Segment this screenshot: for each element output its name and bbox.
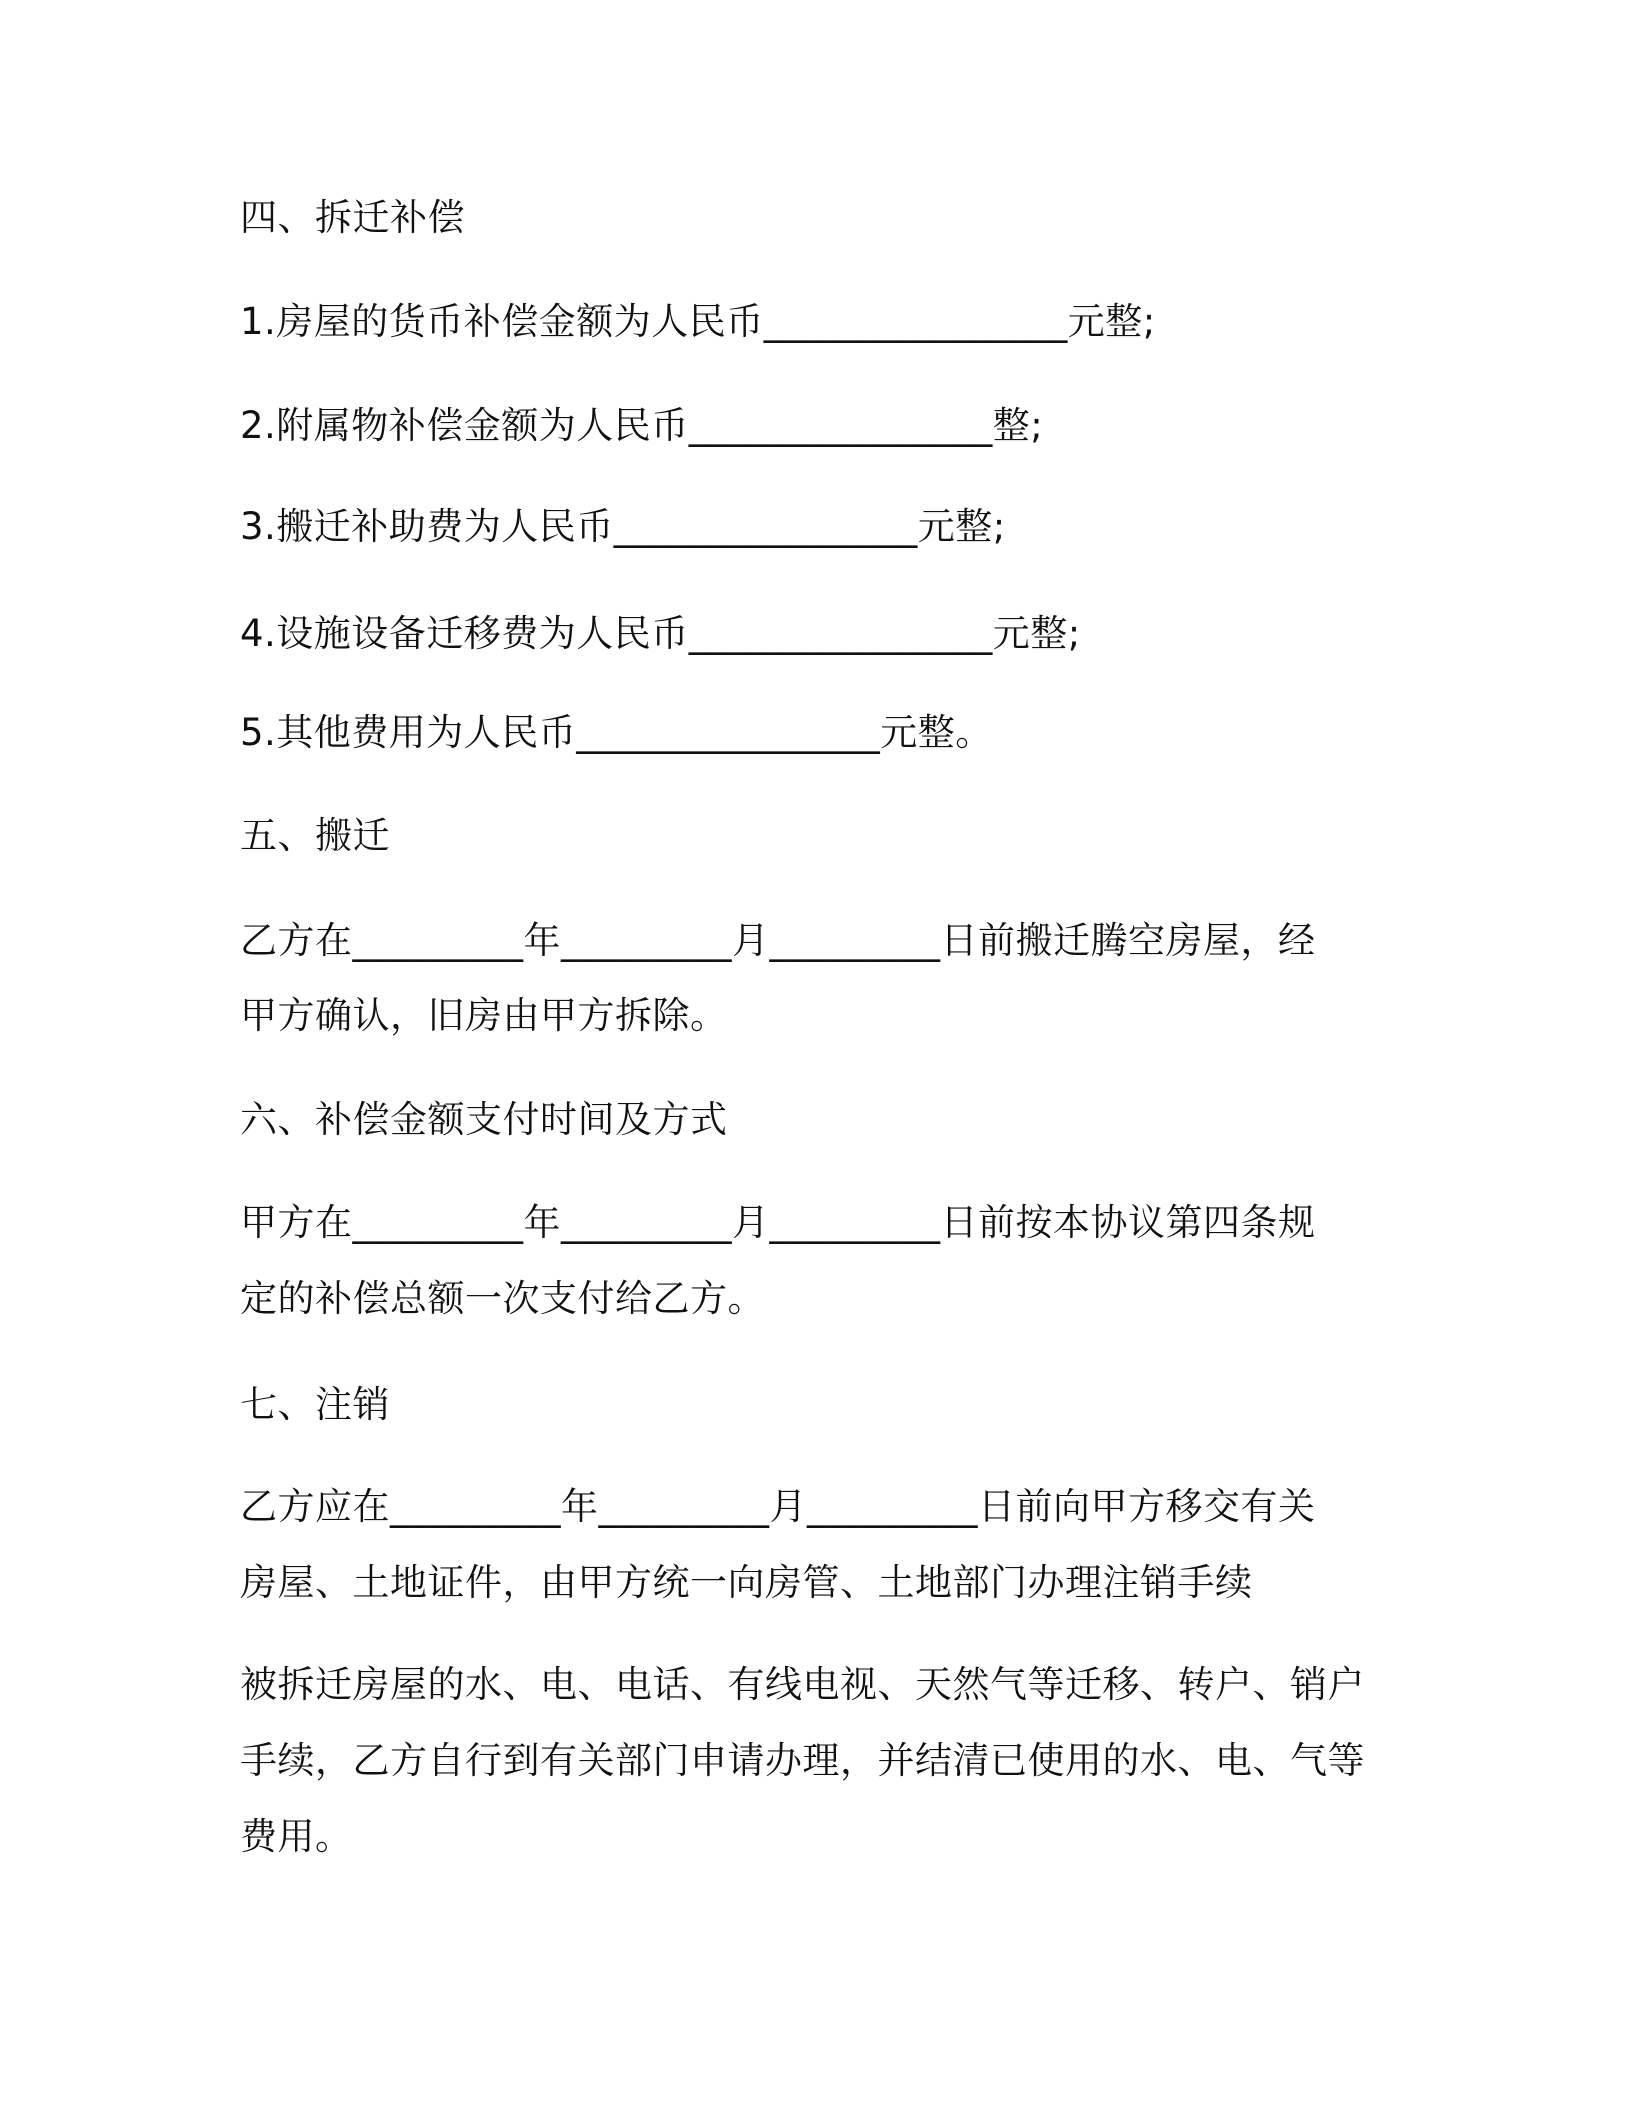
section-7-line-1: 乙方应在_________年_________月_________日前向甲方移交有关 (240, 1485, 1316, 1528)
section-5-line-1: 乙方在_________年_________月_________日前搬迁腾空房屋，经 (240, 919, 1316, 962)
section-7-heading: 七、注销 (240, 1383, 390, 1426)
section-5-heading: 五、搬迁 (240, 814, 390, 857)
section-7-line-2: 房屋、土地证件，由甲方统一向房管、土地部门办理注销手续 (240, 1561, 1253, 1604)
section-7-para2-line-3: 费用。 (240, 1815, 353, 1858)
section-6-heading: 六、补偿金额支付时间及方式 (240, 1098, 728, 1141)
section-5-line-2: 甲方确认，旧房由甲方拆除。 (240, 994, 728, 1037)
section-4-item-1: 1.房屋的货币补偿金额为人民币________________元整; (240, 300, 1156, 343)
section-4-item-4: 4.设施设备迁移费为人民币________________元整; (240, 612, 1081, 655)
section-4-item-2: 2.附属物补偿金额为人民币________________整; (240, 404, 1044, 447)
section-7-para2-line-2: 手续，乙方自行到有关部门申请办理，并结清已使用的水、电、气等 (240, 1739, 1365, 1782)
section-6-line-2: 定的补偿总额一次支付给乙方。 (240, 1277, 765, 1320)
section-7-para2-line-1: 被拆迁房屋的水、电、电话、有线电视、天然气等迁移、转户、销户 (240, 1663, 1365, 1706)
section-4-item-3: 3.搬迁补助费为人民币________________元整; (240, 505, 1006, 548)
section-4-heading: 四、拆迁补偿 (240, 196, 465, 239)
section-6-line-1: 甲方在_________年_________月_________日前按本协议第四条规 (240, 1201, 1316, 1244)
section-4-item-5: 5.其他费用为人民币________________元整。 (240, 711, 993, 754)
